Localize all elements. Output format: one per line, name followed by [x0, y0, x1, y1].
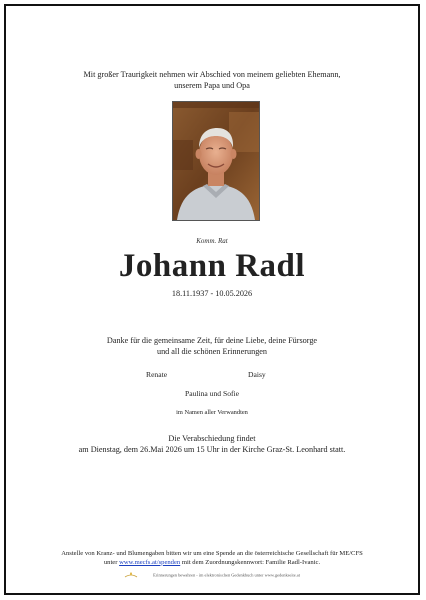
- farewell-line-1: Die Verabschiedung findet: [168, 434, 256, 443]
- family-name-2: Daisy: [248, 370, 266, 379]
- obituary-card: [4, 4, 420, 595]
- farewell-announcement: [6, 433, 418, 455]
- thanks-line-1: Danke für die gemeinsame Zeit, für deine Liebe, deine Fürsorge: [106, 336, 318, 345]
- farewell-line-2: am Dienstag, dem 26.Mai 2026 um 15 Uhr in der Kirche Graz-St. Leonhard statt.: [78, 445, 346, 454]
- honorific-title: Komm. Rat: [196, 237, 228, 245]
- relatives-note: im Namen aller Verwandten: [176, 409, 248, 416]
- footer: [6, 572, 418, 579]
- portrait-photo: [172, 101, 260, 221]
- intro-line-1: Mit großer Traurigkeit nehmen wir Abschied von meinem geliebten Ehemann,: [83, 70, 341, 79]
- donation-suffix: mit dem Zuordnungskennwort: Familie Radl-Ivanic.: [181, 558, 321, 566]
- thanks-text: [6, 335, 418, 357]
- grandchildren-names: Paulina und Sofie: [185, 389, 239, 398]
- life-dates: 18.11.1937 - 10.05.2026: [171, 289, 253, 298]
- thanks-line-2: und all die schönen Erinnerungen: [156, 347, 268, 356]
- donation-prefix: unter: [103, 558, 118, 566]
- candle-logo-icon: [124, 572, 138, 579]
- donation-line-2: [6, 559, 418, 568]
- intro-text: [6, 69, 418, 91]
- footer-text: Erinnerungen bewahren - im elektronischen Gedenkbuch unter www.gedenkseite.at: [153, 572, 300, 578]
- deceased-name: Johann Radl: [118, 248, 306, 284]
- donation-line-1: Anstelle von Kranz- und Blumengaben bitten wir um eine Spende an die österreichische Gesellschaft für ME/CFS: [61, 550, 363, 557]
- donation-request: [6, 550, 418, 567]
- family-name-1: Renate: [146, 370, 168, 379]
- donation-link[interactable]: www.mecfs.at/spenden: [119, 558, 181, 566]
- intro-line-2: unserem Papa und Opa: [174, 81, 250, 90]
